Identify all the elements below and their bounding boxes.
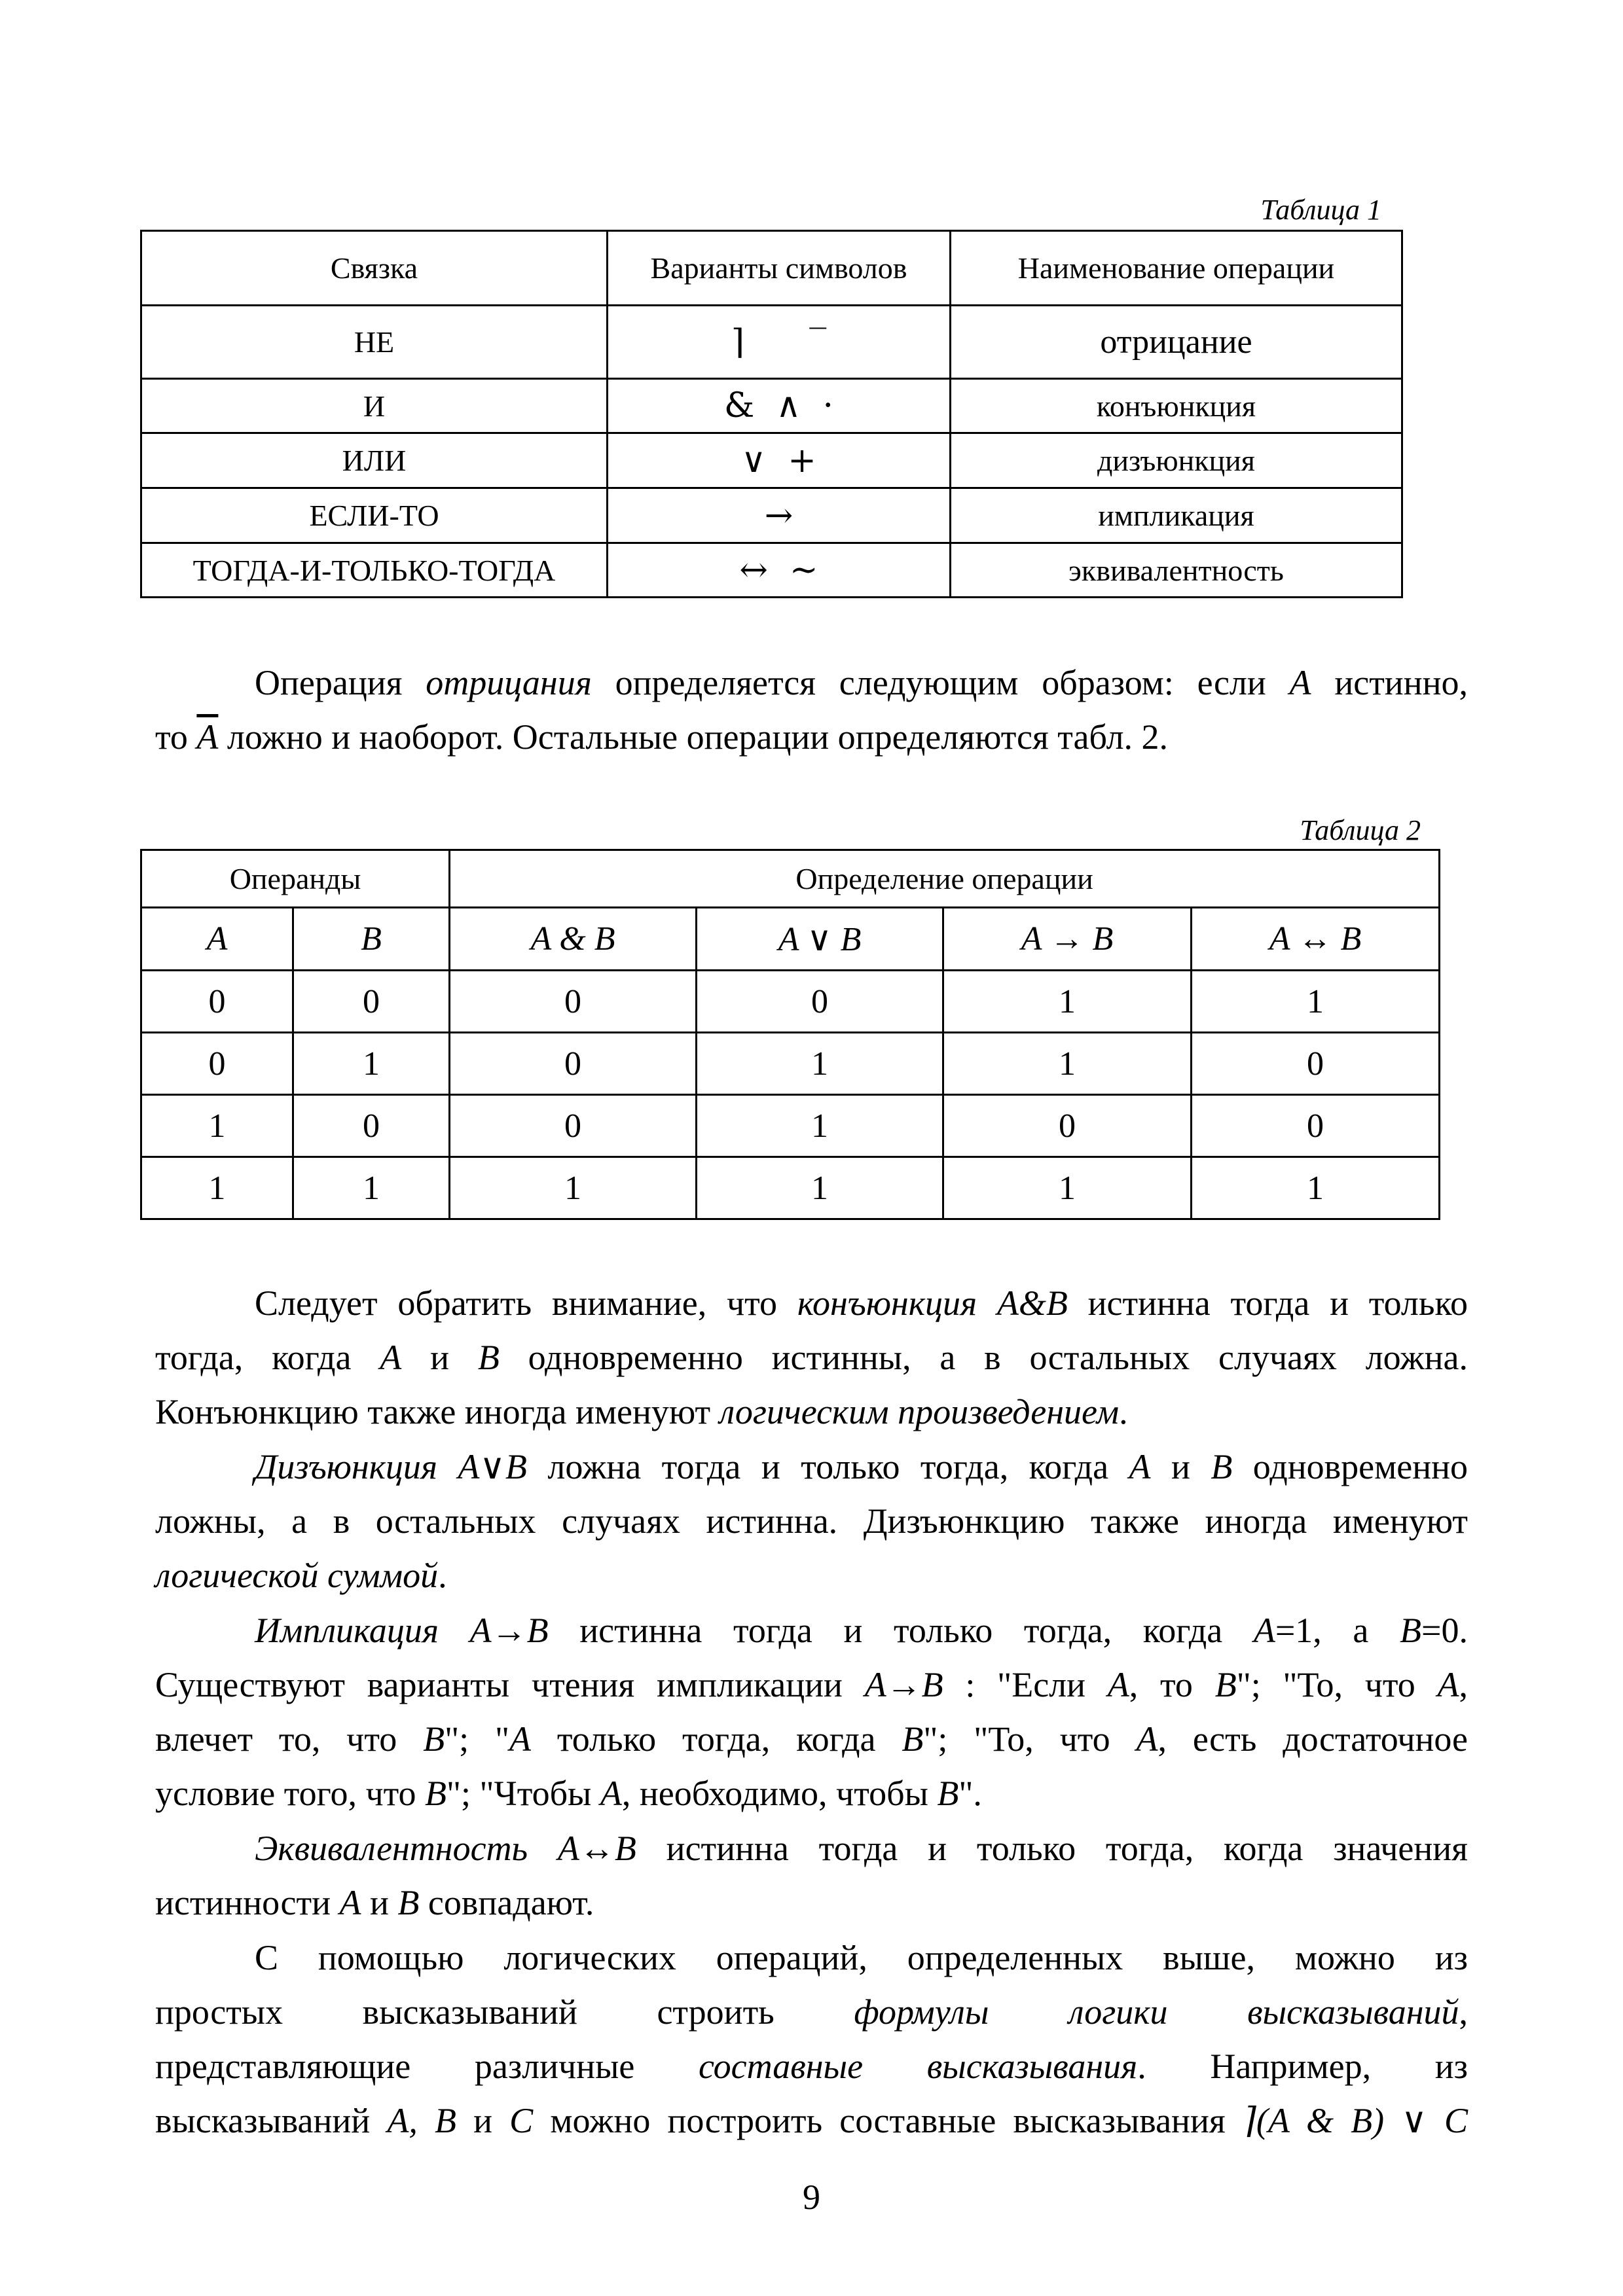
table1-row bbox=[141, 543, 1402, 598]
table1-header-symbols: Варианты символов bbox=[608, 231, 951, 306]
table1-header-name: Наименование операции bbox=[951, 231, 1402, 306]
text-line: Операция отрицания определяется следующим образом: если A истинно, bbox=[255, 663, 1468, 702]
table2-cell: 0 bbox=[141, 1033, 293, 1095]
table1-symbols: & ∧ · bbox=[608, 379, 951, 433]
table1-operation-name: конъюнкция bbox=[951, 379, 1402, 433]
table2-cell: 1 bbox=[450, 1157, 697, 1219]
table1-connective: И bbox=[141, 379, 608, 433]
table2-cell: 1 bbox=[697, 1033, 943, 1095]
text-line: влечет то, что B"; "A только тогда, когда B"; "То, что A, есть достаточное bbox=[155, 1719, 1468, 1759]
table2-row bbox=[141, 1095, 1440, 1157]
text-line: Следует обратить внимание, что конъюнкция A&B истинна тогда и только bbox=[255, 1283, 1468, 1323]
table2-cell: 0 bbox=[450, 1033, 697, 1095]
table2-cell: 1 bbox=[1192, 971, 1440, 1033]
table1-row bbox=[141, 433, 1402, 488]
table2-col-b: B bbox=[293, 908, 450, 971]
table2-row bbox=[141, 1157, 1440, 1219]
table2-cell: 1 bbox=[141, 1095, 293, 1157]
table2-definition-header: Определение операции bbox=[450, 850, 1440, 908]
table2-cell: 0 bbox=[141, 971, 293, 1033]
table1-header-row bbox=[141, 231, 1402, 306]
table2-col-disjunction: A ∨ B bbox=[697, 908, 943, 971]
table2-cell: 1 bbox=[943, 971, 1192, 1033]
text-line: представляющие различные составные высказывания. Например, из bbox=[155, 2047, 1468, 2086]
negated-a: $\overline{A}$ bbox=[196, 717, 219, 757]
text-line: С помощью логических операций, определенных выше, можно из bbox=[255, 1938, 1468, 1977]
table1-row bbox=[141, 488, 1402, 543]
table2-cell: 0 bbox=[293, 1095, 450, 1157]
table2-group-row bbox=[141, 850, 1440, 908]
table2-cell: 1 bbox=[141, 1157, 293, 1219]
table1-operation-name: эквивалентность bbox=[951, 543, 1402, 598]
paragraph-implication bbox=[155, 1604, 1468, 1821]
text-line: тогда, когда A и B одновременно истинны, а в остальных случаях ложна. bbox=[155, 1338, 1468, 1377]
table2-cell: 0 bbox=[1192, 1033, 1440, 1095]
table2-cell: 1 bbox=[293, 1033, 450, 1095]
table1-connective: ИЛИ bbox=[141, 433, 608, 488]
table1 bbox=[140, 230, 1403, 598]
table1-connective: ЕСЛИ-ТО bbox=[141, 488, 608, 543]
page-number: 9 bbox=[803, 2178, 820, 2217]
table1-operation-name: дизъюнкция bbox=[951, 433, 1402, 488]
table2-cell: 0 bbox=[1192, 1095, 1440, 1157]
table1-operation-name: импликация bbox=[951, 488, 1402, 543]
text-line: условие того, что B"; "Чтобы A, необходимо, чтобы B". bbox=[155, 1774, 982, 1813]
text-line: Импликация A→B истинна тогда и только тогда, когда A=1, а B=0. bbox=[255, 1611, 1468, 1650]
table2-cell: 0 bbox=[450, 971, 697, 1033]
text-line: Дизъюнкция A∨B ложна тогда и только тогда, когда A и B одновременно bbox=[255, 1447, 1468, 1486]
paragraph-conjunction bbox=[155, 1276, 1468, 1439]
table1-symbols: ↔ ~ bbox=[608, 543, 951, 598]
table2-col-equivalence: A ↔ B bbox=[1192, 908, 1440, 971]
table1-connective: ТОГДА-И-ТОЛЬКО-ТОГДА bbox=[141, 543, 608, 598]
table1-symbols: ⌉ ‾ bbox=[608, 306, 951, 379]
table2-cell: 0 bbox=[450, 1095, 697, 1157]
table1-symbols: → bbox=[608, 488, 951, 543]
table2-cell: 0 bbox=[697, 971, 943, 1033]
table1-caption: Таблица 1 bbox=[1260, 194, 1381, 226]
table2-col-conjunction: A & B bbox=[450, 908, 697, 971]
paragraph-formulas bbox=[155, 1931, 1468, 2148]
text-line: Эквивалентность A↔B истинна тогда и только тогда, когда значения bbox=[255, 1829, 1468, 1868]
table2-row bbox=[141, 971, 1440, 1033]
paragraph-negation bbox=[155, 656, 1468, 764]
text-line: логической суммой. bbox=[155, 1556, 447, 1595]
paragraph-disjunction bbox=[155, 1440, 1468, 1603]
table1-connective: НЕ bbox=[141, 306, 608, 379]
text-line: Существуют варианты чтения импликации A→B : "Если A, то B"; "То, что A, bbox=[155, 1665, 1468, 1704]
text-line: то $\overline{A}$ ложно и наоборот. Остальные операции определяются табл. 2. bbox=[155, 717, 1169, 757]
table2-column-row bbox=[141, 908, 1440, 971]
table1-header-connective: Связка bbox=[141, 231, 608, 306]
table2-cell: 1 bbox=[697, 1095, 943, 1157]
table1-operation-name: отрицание bbox=[951, 306, 1402, 379]
table1-symbols: ∨ + bbox=[608, 433, 951, 488]
text-line: ложны, а в остальных случаях истинна. Дизъюнкцию также иногда именуют bbox=[155, 1501, 1468, 1541]
table2-caption: Таблица 2 bbox=[1300, 814, 1421, 846]
table2 bbox=[140, 849, 1440, 1220]
paragraph-equivalence bbox=[155, 1821, 1468, 1930]
text-line: Конъюнкцию также иногда именуют логическим произведением. bbox=[155, 1392, 1128, 1431]
table2-cell: 1 bbox=[1192, 1157, 1440, 1219]
table2-cell: 1 bbox=[697, 1157, 943, 1219]
table2-cell: 1 bbox=[293, 1157, 450, 1219]
table2-cell: 0 bbox=[943, 1095, 1192, 1157]
table2-cell: 1 bbox=[943, 1157, 1192, 1219]
table1-row bbox=[141, 379, 1402, 433]
table2-cell: 0 bbox=[293, 971, 450, 1033]
text-line: высказываний A, B и C можно построить составные высказывания ⌉(A & B) ∨ C bbox=[155, 2101, 1468, 2140]
text-line: истинности A и B совпадают. bbox=[155, 1883, 594, 1922]
table2-row bbox=[141, 1033, 1440, 1095]
table2-cell: 1 bbox=[943, 1033, 1192, 1095]
table2-col-a: A bbox=[141, 908, 293, 971]
text-line: простых высказываний строить формулы логики высказываний, bbox=[155, 1992, 1468, 2032]
table2-operands-header: Операнды bbox=[141, 850, 450, 908]
table2-col-implication: A → B bbox=[943, 908, 1192, 971]
table1-row bbox=[141, 306, 1402, 379]
